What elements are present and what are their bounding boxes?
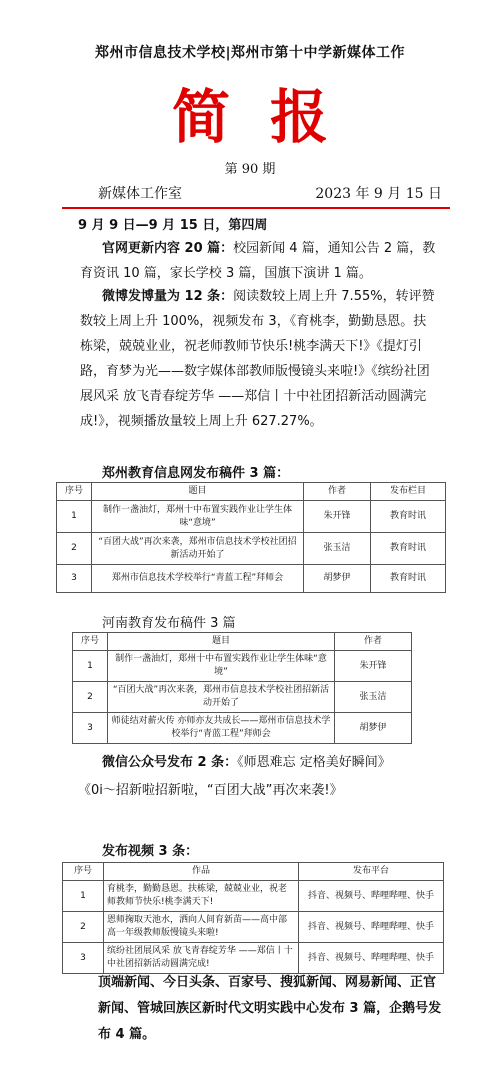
cell-index: 1 (63, 881, 104, 912)
col-header: 发布栏目 (371, 483, 446, 501)
cell-title: 郑州市信息技术学校举行“青蓝工程”拜师会 (92, 565, 304, 593)
masthead-title: 简报 (171, 83, 368, 151)
wechat-label: 微信公众号发布 2 条： (102, 755, 238, 770)
weibo-label: 微博发博量为 12 条： (102, 289, 234, 304)
cell-title: 师徒结对薪火传 亦师亦友共成长——郑州市信息技术学校举行“青蓝工程”拜师会 (108, 713, 335, 744)
red-divider (62, 207, 450, 209)
cell-platform: 抖音、视频号、哔哩哔哩、快手 (299, 943, 444, 974)
cell-title: 制作一盏油灯，郑州十中布置实践作业让学生体味“意境” (92, 501, 304, 533)
wechat-line-2 (78, 778, 458, 803)
cell-platform: 抖音、视频号、哔哩哔哩、快手 (299, 881, 444, 912)
cell-work: 育桃李，勤勤恳恩。扶栋梁，兢兢业业，祝老师教师节快乐!桃李满天下! (104, 881, 299, 912)
video-table (62, 862, 444, 974)
cell-index: 2 (73, 682, 108, 713)
table-row (73, 651, 412, 682)
cell-index: 3 (63, 943, 104, 974)
table-header-row (57, 483, 446, 501)
issue-number: 第 90 期 (224, 162, 276, 177)
wechat-text-2: 《0i～招新啦招新啦，“百团大战”再次来袭!》 (78, 783, 343, 798)
weibo-paragraph (80, 284, 436, 434)
henan-edu-table (72, 632, 412, 744)
wechat-text-1: 《师恩难忘 定格美好瞬间》 (237, 755, 391, 770)
cell-column: 教育时讯 (371, 501, 446, 533)
cell-index: 2 (57, 533, 92, 565)
other-platforms-paragraph: 顶端新闻、今日头条、百家号、搜狐新闻、网易新闻、正官新闻、管城回族区新时代文明实践中心发布 3 篇，企鹅号发布 4 篇。 (98, 975, 442, 1042)
zz-edu-table (56, 482, 446, 593)
issue-date: 2023 年 9 月 15 日 (315, 186, 442, 202)
website-paragraph (80, 236, 436, 286)
cell-author: 张玉洁 (335, 682, 412, 713)
video-title: 发布视频 3 条： (102, 844, 199, 859)
table-row (63, 881, 444, 912)
website-label: 官网更新内容 20 篇： (102, 241, 234, 256)
col-header: 序号 (73, 633, 108, 651)
table-row (57, 565, 446, 593)
cell-author: 朱开锋 (304, 501, 371, 533)
henan-edu-title: 河南教育发布稿件 3 篇 (102, 616, 236, 631)
table-row (57, 501, 446, 533)
zz-edu-title: 郑州教育信息网发布稿件 3 篇： (102, 466, 290, 481)
cell-index: 1 (57, 501, 92, 533)
org-line: 郑州市信息技术学校|郑州市第十中学新媒体工作 (94, 45, 406, 61)
week-line (78, 213, 438, 238)
cell-column: 教育时讯 (371, 565, 446, 593)
col-header: 作者 (304, 483, 371, 501)
weibo-text: 阅读数较上周上升 7.55%，转评赞数较上周上升 100%，视频发布 3，《育桃李，勤勤恳恩。扶栋梁，兢兢业业，祝老师教师节快乐!桃李满天下!》《提灯引路，育梦为光——数字媒体部教师版慢镜头来啦!》《缤纷社团展风采 放飞青春绽芳华 ——郑信丨十中社团招新活动圆满完成!》，视频播放量较上周上升 627.27%。 (80, 289, 435, 429)
cell-author: 张玉洁 (304, 533, 371, 565)
col-header: 序号 (63, 863, 104, 881)
cell-author: 朱开锋 (335, 651, 412, 682)
table-row (63, 912, 444, 943)
cell-work: 恩师掬取天池水，洒向人间育新苗——高中部高一年级教师版慢镜头来啦! (104, 912, 299, 943)
table-header-row (63, 863, 444, 881)
cell-index: 2 (63, 912, 104, 943)
table-row (57, 533, 446, 565)
col-header: 题目 (108, 633, 335, 651)
table-row (73, 682, 412, 713)
col-header: 发布平台 (299, 863, 444, 881)
website-text: 校园新闻 4 篇，通知公告 2 篇，教育资讯 10 篇，家长学校 3 篇，国旗下演讲 1 篇。 (80, 241, 436, 281)
cell-author: 胡梦伊 (304, 565, 371, 593)
cell-author: 胡梦伊 (335, 713, 412, 744)
col-header: 作者 (335, 633, 412, 651)
cell-index: 1 (73, 651, 108, 682)
cell-title: “百团大战”再次来袭，郑州市信息技术学校社团招新活动开始了 (108, 682, 335, 713)
col-header: 作品 (104, 863, 299, 881)
cell-index: 3 (73, 713, 108, 744)
cell-work: 缤纷社团展风采 放飞青春绽芳华 ——郑信丨十中社团招新活动圆满完成! (104, 943, 299, 974)
cell-column: 教育时讯 (371, 533, 446, 565)
cell-title: “百团大战”再次来袭，郑州市信息技术学校社团招新活动开始了 (92, 533, 304, 565)
table-row (73, 713, 412, 744)
wechat-line-1 (102, 750, 462, 775)
table-row (63, 943, 444, 974)
table-header-row (73, 633, 412, 651)
cell-platform: 抖音、视频号、哔哩哔哩、快手 (299, 912, 444, 943)
cell-index: 3 (57, 565, 92, 593)
col-header: 题目 (92, 483, 304, 501)
col-header: 序号 (57, 483, 92, 501)
cell-title: 制作一盏油灯，郑州十中布置实践作业让学生体味“意境” (108, 651, 335, 682)
week-label: 9 月 9 日—9 月 15 日，第四周 (78, 218, 268, 233)
office-name: 新媒体工作室 (98, 186, 182, 202)
